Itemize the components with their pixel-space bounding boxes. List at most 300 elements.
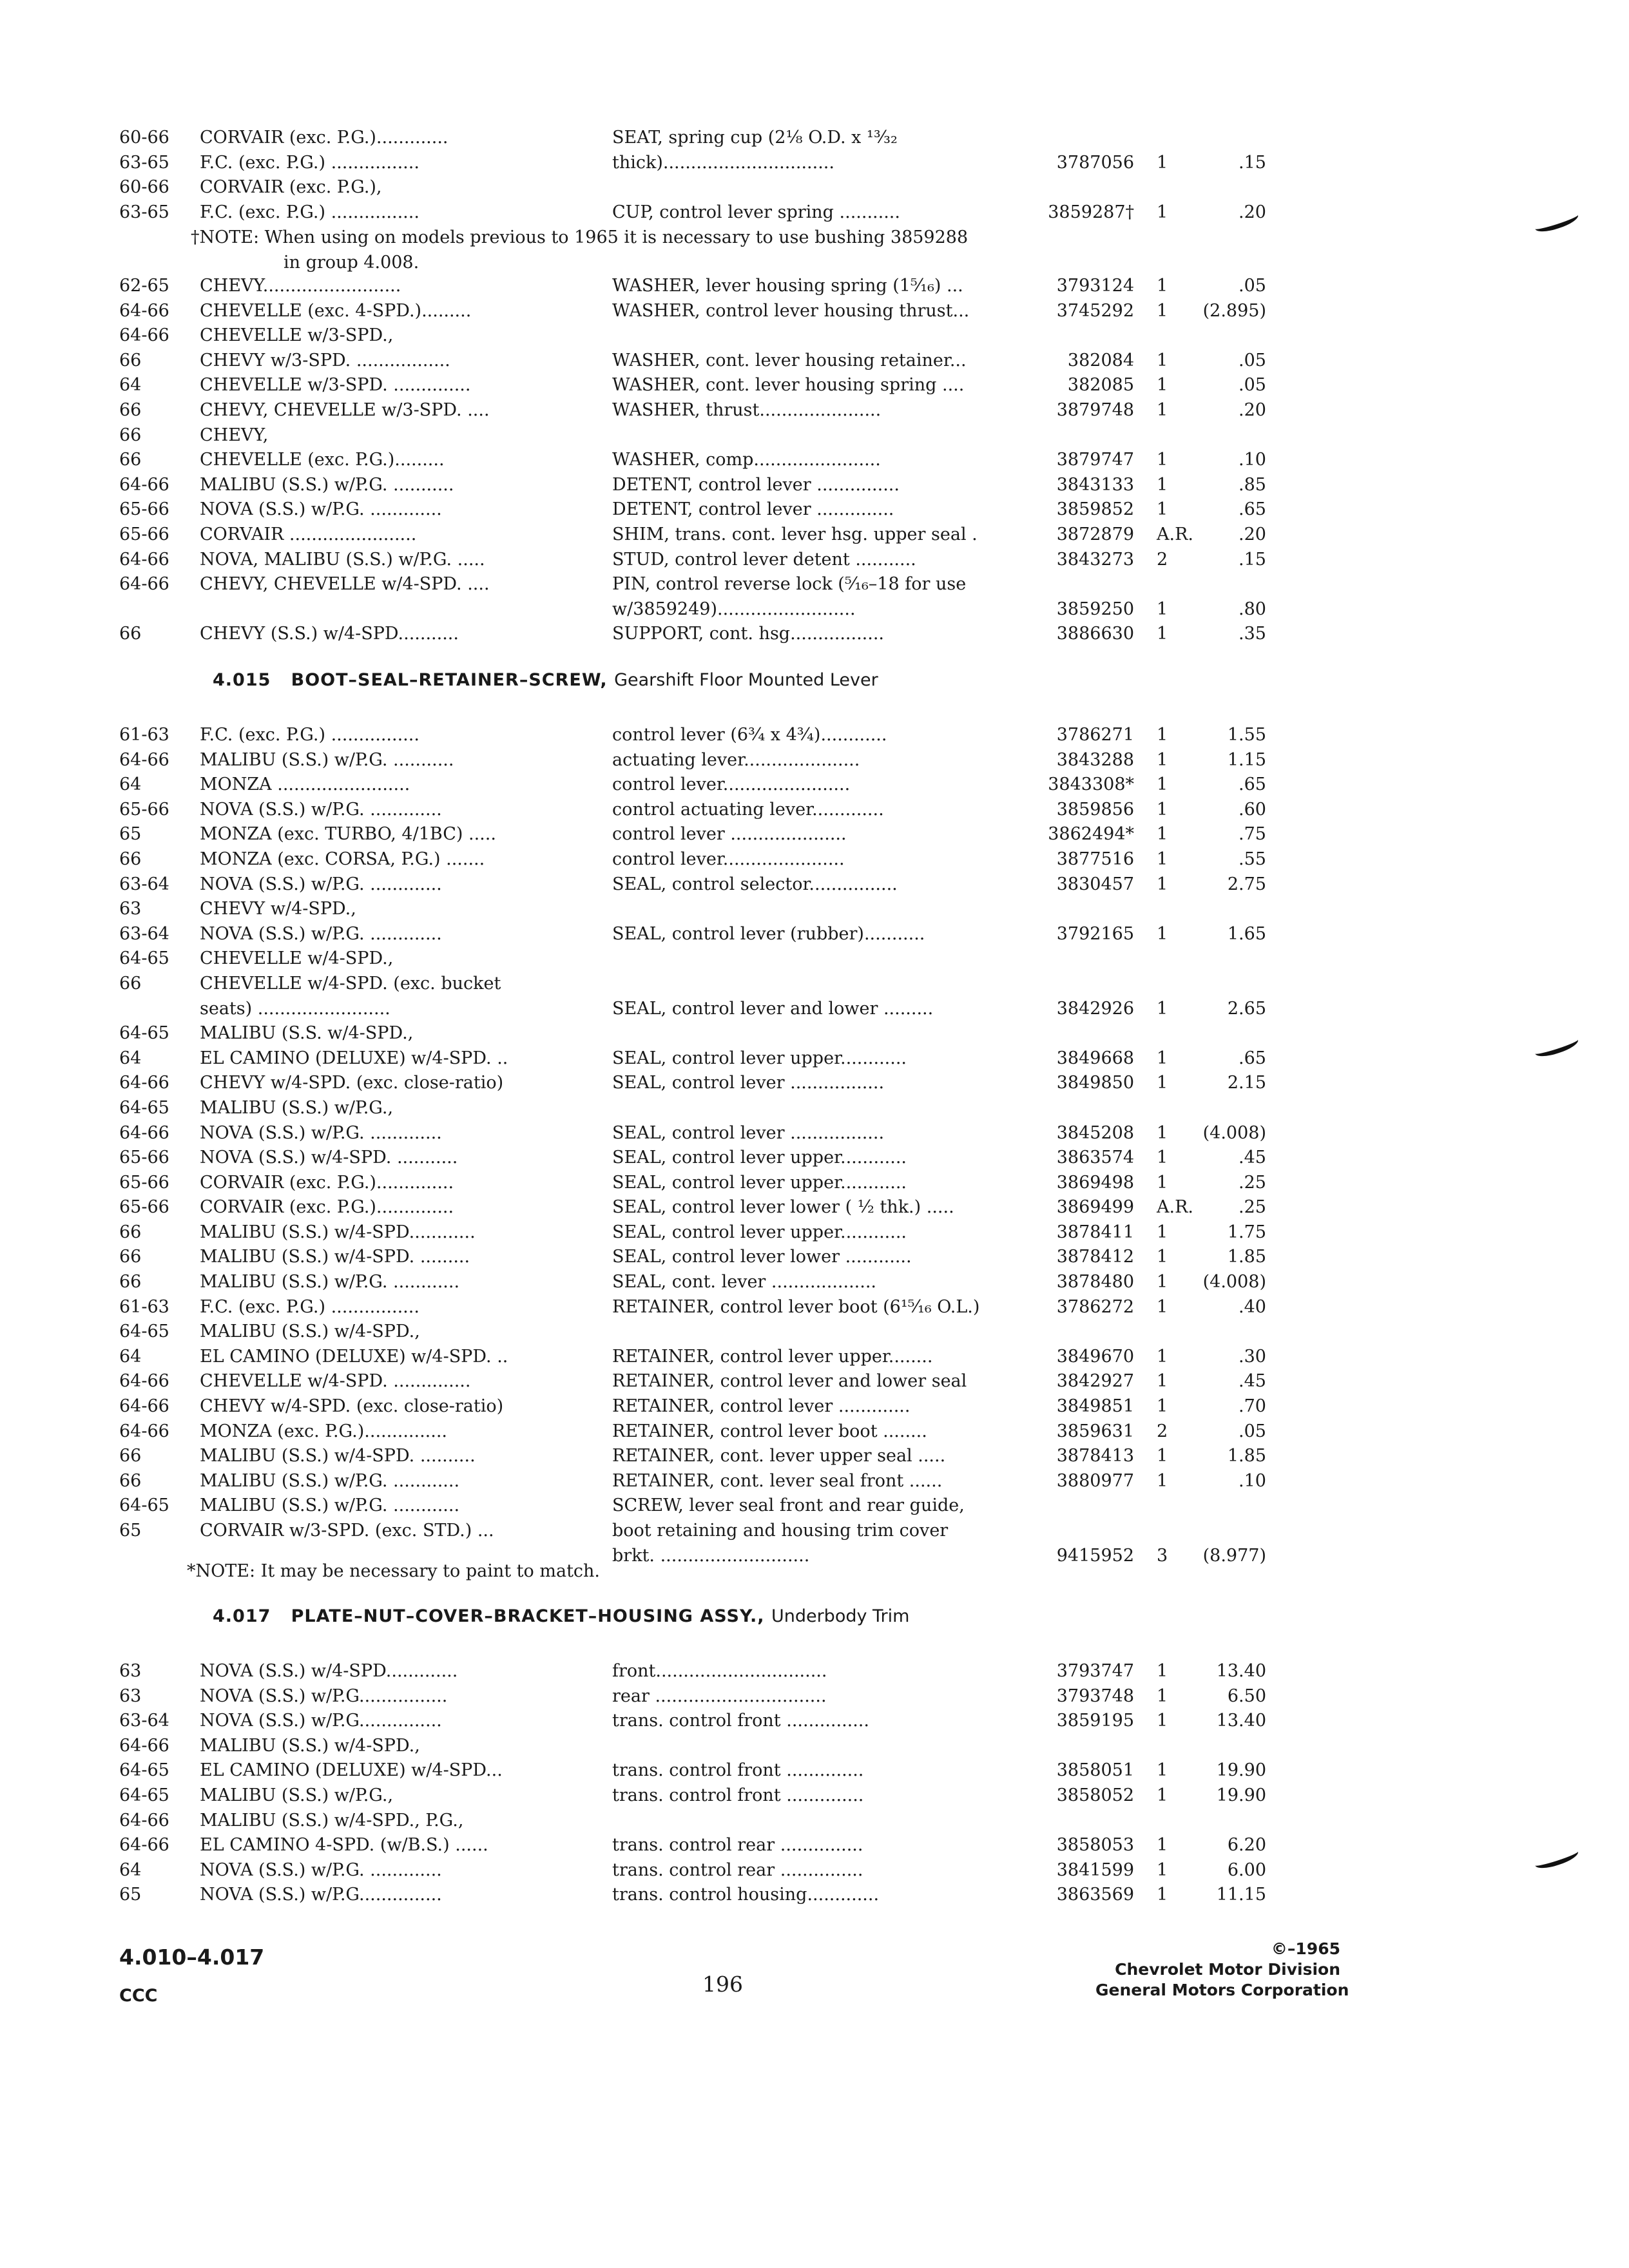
row-model: MONZA (exc. TURBO, 4/1BC) ..... <box>200 824 496 845</box>
row-years: 64-65 <box>119 1760 169 1781</box>
page-number: 196 <box>702 1972 743 1997</box>
row-model: NOVA (S.S.) w/P.G............... <box>200 1885 442 1905</box>
row-part-number: 3830457 <box>1056 874 1134 894</box>
row-part-number: 3859631 <box>1056 1421 1134 1441</box>
row-years: 65 <box>119 1521 142 1541</box>
row-price: .30 <box>1239 1346 1266 1367</box>
row-years: 64-66 <box>119 1396 169 1417</box>
row-price: 13.40 <box>1216 1661 1266 1681</box>
row-years: 66 <box>119 425 142 445</box>
row-description: control actuating lever............. <box>612 799 884 820</box>
table-row <box>0 299 1629 324</box>
row-model: CORVAIR ....................... <box>200 524 417 544</box>
row-quantity: A.R. <box>1157 524 1193 544</box>
section-015-title: BOOT–SEAL–RETAINER–SCREW, <box>291 670 608 690</box>
row-price: 6.00 <box>1227 1860 1266 1880</box>
row-quantity: 1 <box>1157 276 1168 296</box>
table-row <box>0 947 1629 972</box>
row-description: WASHER, cont. lever housing retainer... <box>612 350 967 370</box>
row-years: 64-66 <box>119 1371 169 1392</box>
row-description: SEAL, control lever and lower ......... <box>612 998 934 1019</box>
row-years: 60-66 <box>119 177 169 198</box>
section-015-heading <box>213 670 878 690</box>
table-row <box>0 1883 1629 1908</box>
row-quantity: 1 <box>1157 474 1168 495</box>
row-model: MONZA ........................ <box>200 774 410 795</box>
table-row <box>0 622 1629 647</box>
table-row <box>0 323 1629 349</box>
row-description: SEAL, control selector................ <box>612 874 898 894</box>
row-price: .45 <box>1239 1371 1266 1392</box>
row-quantity: 1 <box>1157 1222 1168 1242</box>
row-model: NOVA (S.S.) w/P.G. ............. <box>200 799 442 820</box>
row-model: CORVAIR (exc. P.G.), <box>200 177 382 198</box>
table-row <box>0 1809 1629 1834</box>
row-part-number: 9415952 <box>1056 1545 1134 1566</box>
row-model: NOVA (S.S.) w/4-SPD. ........... <box>200 1148 458 1168</box>
row-description: RETAINER, control lever and lower seal <box>612 1371 967 1392</box>
row-description: WASHER, comp....................... <box>612 450 881 470</box>
table-row <box>0 398 1629 423</box>
row-model: NOVA (S.S.) w/P.G............... <box>200 1711 442 1731</box>
row-price: 1.85 <box>1227 1446 1266 1466</box>
row-description: RETAINER, cont. lever upper seal ..... <box>612 1446 946 1466</box>
row-years: 64-66 <box>119 1835 169 1856</box>
row-price: 19.90 <box>1216 1760 1266 1781</box>
row-part-number: 3849851 <box>1056 1396 1134 1417</box>
row-description: boot retaining and housing trim cover <box>612 1521 949 1541</box>
row-description: STUD, control lever detent ........... <box>612 549 916 570</box>
row-quantity: 1 <box>1157 923 1168 944</box>
dagger-note-cont: in group 4.008. <box>284 253 419 273</box>
row-quantity: 1 <box>1157 1860 1168 1880</box>
table-row <box>0 1345 1629 1370</box>
row-part-number: 3849670 <box>1056 1346 1134 1367</box>
row-years: 65-66 <box>119 799 169 820</box>
row-description: brkt. ........................... <box>612 1545 810 1566</box>
row-years: 65 <box>119 1885 142 1905</box>
row-part-number: 3878480 <box>1056 1272 1134 1293</box>
row-years: 63 <box>119 1661 142 1681</box>
row-quantity: 1 <box>1157 1272 1168 1293</box>
row-part-number: 3842927 <box>1056 1371 1134 1392</box>
table-row <box>0 922 1629 947</box>
row-model: CHEVY, CHEVELLE w/4-SPD. .... <box>200 574 490 595</box>
row-price: 1.85 <box>1227 1247 1266 1267</box>
row-description: SEAL, cont. lever ................... <box>612 1272 876 1293</box>
row-quantity: 1 <box>1157 300 1168 321</box>
row-years: 64-66 <box>119 474 169 495</box>
row-part-number: 3858051 <box>1056 1760 1134 1781</box>
row-quantity: 1 <box>1157 1371 1168 1392</box>
row-description: DETENT, control lever ............... <box>612 474 900 495</box>
row-quantity: 1 <box>1157 1785 1168 1805</box>
page-range: 4.010–4.017 <box>119 1945 265 1970</box>
row-description: trans. control rear ............... <box>612 1860 863 1880</box>
row-price: 2.15 <box>1227 1073 1266 1093</box>
row-price: .35 <box>1239 624 1266 644</box>
row-model: NOVA (S.S.) w/4-SPD............. <box>200 1661 458 1681</box>
row-model: EL CAMINO (DELUXE) w/4-SPD... <box>200 1760 503 1781</box>
table-row <box>0 1469 1629 1494</box>
section-017-subtitle: Underbody Trim <box>771 1606 910 1626</box>
row-price: .65 <box>1239 499 1266 520</box>
row-price: .65 <box>1239 1048 1266 1068</box>
row-description: WASHER, cont. lever housing spring .... <box>612 375 965 396</box>
row-part-number: 3793748 <box>1056 1686 1134 1706</box>
table-row <box>0 972 1629 997</box>
table-row <box>0 1833 1629 1858</box>
row-model: CHEVELLE w/3-SPD., <box>200 325 394 346</box>
row-quantity: 1 <box>1157 774 1168 795</box>
row-description: control lever....................... <box>612 774 851 795</box>
table-row <box>0 349 1629 374</box>
row-years: 66 <box>119 1222 142 1242</box>
row-description: SEAL, control lever lower ( ¹⁄₂ thk.) ..... <box>612 1197 954 1218</box>
row-years: 63-64 <box>119 874 169 894</box>
row-model: CHEVELLE (exc. P.G.)......... <box>200 450 445 470</box>
row-description: SEAL, control lever ................. <box>612 1073 885 1093</box>
row-price: .05 <box>1239 1421 1266 1441</box>
row-model: MALIBU (S.S.) w/4-SPD. ......... <box>200 1247 470 1267</box>
row-description: trans. control front .............. <box>612 1760 864 1781</box>
table-row <box>0 200 1629 226</box>
table-row <box>0 1709 1629 1734</box>
row-quantity: 1 <box>1157 1711 1168 1731</box>
row-price: .10 <box>1239 450 1266 470</box>
row-price: .10 <box>1239 1470 1266 1491</box>
row-years: 66 <box>119 624 142 644</box>
table-row <box>0 175 1629 200</box>
row-description: thick)............................... <box>612 152 834 173</box>
row-years: 64-66 <box>119 1421 169 1441</box>
row-price: .55 <box>1239 849 1266 869</box>
table-row <box>0 1270 1629 1295</box>
row-years: 61-63 <box>119 725 169 745</box>
row-price: .80 <box>1239 599 1266 619</box>
row-part-number: 3858053 <box>1056 1835 1134 1856</box>
row-part-number: 3841599 <box>1056 1860 1134 1880</box>
row-quantity: 1 <box>1157 450 1168 470</box>
row-description: front............................... <box>612 1661 827 1681</box>
table-row <box>0 798 1629 823</box>
row-quantity: 1 <box>1157 874 1168 894</box>
row-years: 64-66 <box>119 300 169 321</box>
row-part-number: 3787056 <box>1056 152 1134 173</box>
row-quantity: 1 <box>1157 1661 1168 1681</box>
row-model: CHEVY (S.S.) w/4-SPD........... <box>200 624 459 644</box>
row-price: 1.55 <box>1227 725 1266 745</box>
row-years: 66 <box>119 1247 142 1267</box>
row-years: 64-65 <box>119 948 169 969</box>
row-description: SUPPORT, cont. hsg................. <box>612 624 884 644</box>
row-price: 1.15 <box>1227 749 1266 770</box>
row-model: CHEVELLE (exc. 4-SPD.)......... <box>200 300 472 321</box>
row-quantity: 1 <box>1157 998 1168 1019</box>
row-price: (4.008) <box>1202 1272 1266 1293</box>
row-quantity: 1 <box>1157 1122 1168 1143</box>
table-row <box>0 1394 1629 1419</box>
table-row <box>0 373 1629 398</box>
row-model: MALIBU (S.S.) w/P.G. ............ <box>200 1495 460 1516</box>
row-years: 64-66 <box>119 749 169 770</box>
table-row <box>0 1369 1629 1394</box>
row-part-number: 3843133 <box>1056 474 1134 495</box>
row-years: 64-65 <box>119 1321 169 1342</box>
section-017-number: 4.017 <box>213 1606 271 1626</box>
row-description: RETAINER, control lever boot ........ <box>612 1421 927 1441</box>
row-price: 1.65 <box>1227 923 1266 944</box>
row-model: CHEVY, CHEVELLE w/3-SPD. .... <box>200 399 490 420</box>
row-years: 63 <box>119 899 142 919</box>
row-part-number: 3886630 <box>1056 624 1134 644</box>
row-part-number: 3843273 <box>1056 549 1134 570</box>
row-quantity: 1 <box>1157 1396 1168 1417</box>
row-part-number: 3869499 <box>1056 1197 1134 1218</box>
row-model: MALIBU (S.S.) w/4-SPD., <box>200 1735 420 1756</box>
row-quantity: 1 <box>1157 1346 1168 1367</box>
row-years: 63-64 <box>119 923 169 944</box>
row-description: trans. control front ............... <box>612 1711 869 1731</box>
row-price: 11.15 <box>1216 1885 1266 1905</box>
row-model: NOVA (S.S.) w/P.G. ............. <box>200 1122 442 1143</box>
section-017-title: PLATE–NUT–COVER–BRACKET–HOUSING ASSY., <box>291 1606 765 1626</box>
row-price: .65 <box>1239 774 1266 795</box>
copyright: ©–1965 <box>1271 1939 1340 1958</box>
section-010-table-2 <box>0 274 1629 647</box>
row-description: DETENT, control lever .............. <box>612 499 894 520</box>
row-description: trans. control housing............. <box>612 1885 880 1905</box>
table-row <box>0 1758 1629 1783</box>
table-row <box>0 597 1629 622</box>
row-model: CHEVELLE w/4-SPD. .............. <box>200 1371 471 1392</box>
row-quantity: 1 <box>1157 152 1168 173</box>
row-years: 66 <box>119 1272 142 1293</box>
table-row <box>0 822 1629 847</box>
row-model: CHEVELLE w/3-SPD. .............. <box>200 375 471 396</box>
row-description: RETAINER, control lever boot (6¹⁵⁄₁₆ O.L.) <box>612 1296 980 1317</box>
row-years: 64-66 <box>119 1122 169 1143</box>
row-model: F.C. (exc. P.G.) ................ <box>200 725 419 745</box>
row-part-number: 3863569 <box>1056 1885 1134 1905</box>
row-years: 61-63 <box>119 1296 169 1317</box>
row-model: MALIBU (S.S.) w/P.G., <box>200 1097 394 1118</box>
row-part-number: 3786271 <box>1056 725 1134 745</box>
dagger-note: †NOTE: When using on models previous to 1965 it is necessary to use bushing 3859288 <box>191 227 969 247</box>
row-part-number: 3859195 <box>1056 1711 1134 1731</box>
table-row <box>0 1046 1629 1072</box>
row-model: F.C. (exc. P.G.) ................ <box>200 152 419 173</box>
table-row <box>0 1419 1629 1445</box>
row-model: MONZA (exc. P.G.)............... <box>200 1421 448 1441</box>
table-row <box>0 274 1629 299</box>
row-price: .25 <box>1239 1172 1266 1193</box>
table-row <box>0 748 1629 773</box>
row-price: .20 <box>1239 202 1266 222</box>
row-part-number: 3862494* <box>1048 824 1134 845</box>
row-model: CHEVY w/3-SPD. ................. <box>200 350 450 370</box>
row-model: MALIBU (S.S.) w/P.G., <box>200 1785 394 1805</box>
row-model: CHEVY w/4-SPD., <box>200 899 356 919</box>
row-quantity: 1 <box>1157 824 1168 845</box>
row-years: 64 <box>119 1346 142 1367</box>
row-model: CHEVY w/4-SPD. (exc. close-ratio) <box>200 1073 504 1093</box>
row-price: (8.977) <box>1202 1545 1266 1566</box>
row-years: 64-66 <box>119 549 169 570</box>
row-part-number: 3869498 <box>1056 1172 1134 1193</box>
row-quantity: 1 <box>1157 399 1168 420</box>
row-description: control lever...................... <box>612 849 845 869</box>
row-years: 60-66 <box>119 128 169 148</box>
row-description: control lever (6³⁄₄ x 4³⁄₄)............ <box>612 725 887 745</box>
row-part-number: 3859287† <box>1048 202 1134 222</box>
row-part-number: 3878411 <box>1056 1222 1134 1242</box>
row-model: NOVA (S.S.) w/P.G. ............. <box>200 1860 442 1880</box>
row-price: .70 <box>1239 1396 1266 1417</box>
row-model: CORVAIR w/3-SPD. (exc. STD.) ... <box>200 1521 494 1541</box>
row-years: 64 <box>119 1048 142 1068</box>
row-years: 65-66 <box>119 1197 169 1218</box>
row-description: SEAL, control lever (rubber)........... <box>612 923 925 944</box>
row-quantity: 1 <box>1157 375 1168 396</box>
row-price: .20 <box>1239 399 1266 420</box>
row-years: 64 <box>119 774 142 795</box>
row-years: 64-66 <box>119 574 169 595</box>
page-code: CCC <box>119 1986 158 2006</box>
row-model: CHEVY w/4-SPD. (exc. close-ratio) <box>200 1396 504 1417</box>
row-description: RETAINER, control lever ............. <box>612 1396 911 1417</box>
table-row <box>0 1096 1629 1121</box>
row-price: (4.008) <box>1202 1122 1266 1143</box>
row-years: 64-65 <box>119 1785 169 1805</box>
row-quantity: 1 <box>1157 1148 1168 1168</box>
row-quantity: 1 <box>1157 725 1168 745</box>
row-description: RETAINER, cont. lever seal front ...... <box>612 1470 943 1491</box>
row-model: CHEVELLE w/4-SPD. (exc. bucket <box>200 973 501 994</box>
row-description: w/3859249)......................... <box>612 599 856 619</box>
row-part-number: 3859852 <box>1056 499 1134 520</box>
row-quantity: 1 <box>1157 1172 1168 1193</box>
row-model: NOVA (S.S.) w/P.G. ............. <box>200 923 442 944</box>
row-part-number: 3793124 <box>1056 276 1134 296</box>
row-quantity: 1 <box>1157 799 1168 820</box>
row-years: 66 <box>119 849 142 869</box>
table-row <box>0 1220 1629 1245</box>
row-years: 64-66 <box>119 1073 169 1093</box>
row-years: 65 <box>119 824 142 845</box>
row-quantity: 1 <box>1157 1247 1168 1267</box>
table-row <box>0 1071 1629 1096</box>
row-description: SCREW, lever seal front and rear guide, <box>612 1495 965 1516</box>
row-years: 64-65 <box>119 1097 169 1118</box>
row-years: 63-65 <box>119 202 169 222</box>
row-quantity: 1 <box>1157 202 1168 222</box>
table-row <box>0 897 1629 922</box>
row-price: 19.90 <box>1216 1785 1266 1805</box>
row-price: .05 <box>1239 350 1266 370</box>
table-row <box>0 997 1629 1022</box>
row-quantity: 1 <box>1157 1885 1168 1905</box>
row-description: SEAL, control lever upper............ <box>612 1148 907 1168</box>
row-years: 66 <box>119 399 142 420</box>
table-row <box>0 1444 1629 1469</box>
table-row <box>0 1245 1629 1270</box>
section-015-table <box>0 723 1629 1568</box>
row-years: 65-66 <box>119 499 169 520</box>
table-row <box>0 126 1629 151</box>
corporation-name: General Motors Corporation <box>1095 1981 1349 1999</box>
row-years: 63 <box>119 1686 142 1706</box>
row-model: EL CAMINO (DELUXE) w/4-SPD. .. <box>200 1346 508 1367</box>
table-row <box>0 773 1629 798</box>
row-description: WASHER, control lever housing thrust... <box>612 300 970 321</box>
row-model: EL CAMINO 4-SPD. (w/B.S.) ...... <box>200 1835 488 1856</box>
table-row <box>0 1684 1629 1709</box>
row-quantity: 1 <box>1157 599 1168 619</box>
row-years: 66 <box>119 1446 142 1466</box>
row-part-number: 3872879 <box>1056 524 1134 544</box>
row-years: 64-66 <box>119 1735 169 1756</box>
table-row <box>0 523 1629 548</box>
row-quantity: 1 <box>1157 1760 1168 1781</box>
row-years: 64-66 <box>119 1810 169 1831</box>
table-row <box>0 1295 1629 1320</box>
row-part-number: 3877516 <box>1056 849 1134 869</box>
row-part-number: 3879747 <box>1056 450 1134 470</box>
row-model: MALIBU (S.S.) w/4-SPD............ <box>200 1222 476 1242</box>
row-description: trans. control front .............. <box>612 1785 864 1805</box>
table-row <box>0 151 1629 176</box>
row-price: .05 <box>1239 276 1266 296</box>
section-010-table <box>0 126 1629 225</box>
row-years: 65-66 <box>119 1172 169 1193</box>
asterisk-note: *NOTE: It may be necessary to paint to match. <box>187 1561 601 1581</box>
row-model: MALIBU (S.S.) w/P.G. ............ <box>200 1470 460 1491</box>
table-row <box>0 1659 1629 1684</box>
row-price: .20 <box>1239 524 1266 544</box>
row-model: CORVAIR (exc. P.G.)............. <box>200 128 448 148</box>
row-model: NOVA (S.S.) w/P.G. ............. <box>200 499 442 520</box>
row-model: MALIBU (S.S.) w/4-SPD. .......... <box>200 1446 476 1466</box>
row-years: 63-64 <box>119 1711 169 1731</box>
section-015-subtitle: Gearshift Floor Mounted Lever <box>614 670 878 690</box>
table-row <box>0 448 1629 473</box>
table-row <box>0 423 1629 448</box>
table-row <box>0 1146 1629 1171</box>
row-part-number: 3880977 <box>1056 1470 1134 1491</box>
row-quantity: 1 <box>1157 1686 1168 1706</box>
row-description: SEAT, spring cup (2¹⁄₈ O.D. x ¹³⁄₃₂ <box>612 128 898 148</box>
row-model: CORVAIR (exc. P.G.).............. <box>200 1197 454 1218</box>
table-row <box>0 847 1629 872</box>
row-price: 6.50 <box>1227 1686 1266 1706</box>
row-part-number: 3793747 <box>1056 1661 1134 1681</box>
table-row <box>0 1494 1629 1519</box>
row-quantity: 1 <box>1157 1446 1168 1466</box>
row-model: CHEVY......................... <box>200 276 401 296</box>
row-model: CHEVELLE w/4-SPD., <box>200 948 394 969</box>
row-description: RETAINER, control lever upper........ <box>612 1346 933 1367</box>
row-part-number: 3786272 <box>1056 1296 1134 1317</box>
row-years: 64-65 <box>119 1495 169 1516</box>
row-part-number: 3878412 <box>1056 1247 1134 1267</box>
row-model: MALIBU (S.S.) w/P.G. ........... <box>200 474 454 495</box>
row-model: MALIBU (S.S. w/4-SPD., <box>200 1023 414 1044</box>
row-years: 66 <box>119 350 142 370</box>
row-years: 64-66 <box>119 325 169 346</box>
table-row <box>0 1519 1629 1544</box>
row-years: 62-65 <box>119 276 169 296</box>
